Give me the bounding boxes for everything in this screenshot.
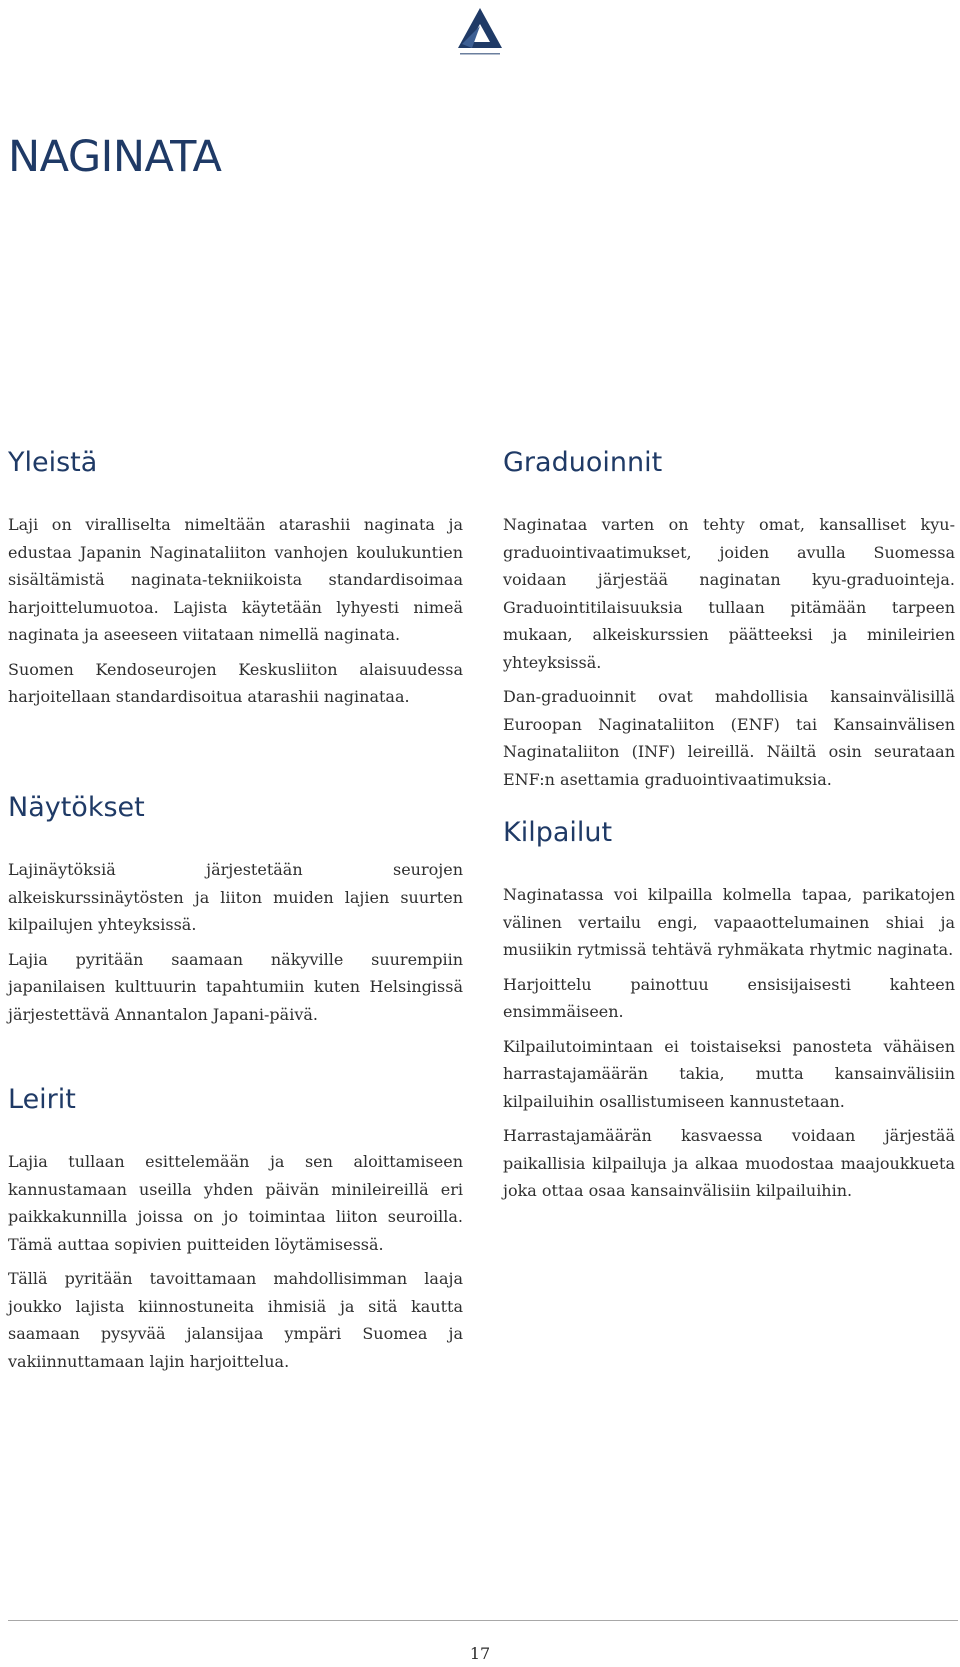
section-heading: Leirit <box>8 1084 76 1115</box>
section-heading: Graduoinnit <box>503 447 663 478</box>
section-heading: Yleistä <box>8 447 98 478</box>
paragraph: Harrastajamäärän kasvaessa voidaan järjestää paikallisia kilpailuja ja alkaa muodostaa maajoukkueta joka ottaa osaa kansainvälisiin kilpailuihin. <box>503 1126 955 1200</box>
paragraph: Harjoittelu painottuu ensisijaisesti kahteen ensimmäiseen. <box>503 974 955 1021</box>
section-yleista <box>8 445 463 718</box>
paragraph: Suomen Kendoseurojen Keskusliiton alaisuudessa harjoitellaan standardisoitua atarashii naginataa. <box>8 659 463 706</box>
section-graduoinnit <box>503 445 955 800</box>
paragraph: Laji on viralliselta nimeltään atarashii naginata ja edustaa Japanin Naginataliiton vanhojen koulukuntien sisältämistä naginata-tekniikoista standardisoimaa harjoittelumuotoa. Lajista käytetään lyhyesti nimeä naginata ja aseeseen viitataan nimellä naginata. <box>8 515 463 644</box>
section-leirit <box>8 1082 463 1382</box>
section-heading: Näytökset <box>8 792 145 823</box>
paragraph: Kilpailutoimintaan ei toistaiseksi panosteta vähäisen harrastajamäärän takia, mutta kansainvälisiin kilpailuihin osallistumiseen kannustetaan. <box>503 1036 955 1111</box>
section-heading: Kilpailut <box>503 817 613 848</box>
paragraph: Naginatassa voi kilpailla kolmella tapaa, parikatojen välinen vertailu engi, vapaaottelumainen shiai ja musiikin rytmissä tehtävä ryhmäkata rhytmic naginata. <box>503 885 955 959</box>
section-kilpailut <box>503 815 955 1212</box>
page-title: NAGINATA <box>8 132 222 182</box>
paragraph: Dan-graduoinnit ovat mahdollisia kansainvälisillä Euroopan Naginataliiton (ENF) tai Kansainvälisen Naginataliiton (INF) leireillä. Näiltä osin seurataan ENF:n asettamia graduointivaatimuksia. <box>503 687 955 789</box>
triangle-emblem-icon <box>452 4 508 60</box>
footer-divider <box>8 1620 958 1621</box>
paragraph: Naginataa varten on tehty omat, kansalliset kyu-graduointivaatimukset, joiden avulla Suomessa voidaan järjestää naginatan kyu-graduointeja. Graduointitilaisuuksia tullaan pitämään tarpeen mukaan, alkeiskurssien päätteeksi ja minileirien yhteyksissä. <box>503 515 955 672</box>
section-naytokset <box>8 790 463 1035</box>
paragraph: Tällä pyritään tavoittamaan mahdollisimman laaja joukko lajista kiinnostuneita ihmisiä ja sitä kautta saamaan pysyvää jalansijaa ympäri Suomea ja vakiinnuttamaan lajin harjoittelua. <box>8 1269 463 1371</box>
paragraph: Lajia pyritään saamaan näkyville suurempiin japanilaisen kulttuurin tapahtumiin kuten Helsingissä järjestettävä Annantalon Japani-päivä. <box>8 949 463 1024</box>
paragraph: Lajia tullaan esittelemään ja sen aloittamiseen kannustamaan useilla yhden päivän minileireillä eri paikkakunnilla joissa on jo toimintaa liiton seuroilla. Tämä auttaa sopivien puitteiden löytämisessä. <box>8 1152 463 1254</box>
paragraph: Lajinäytöksiä järjestetään seurojen alkeiskurssinäytösten ja liiton muiden lajien suurten kilpailujen yhteyksissä. <box>8 860 463 934</box>
page-number: 17 <box>469 1644 491 1663</box>
